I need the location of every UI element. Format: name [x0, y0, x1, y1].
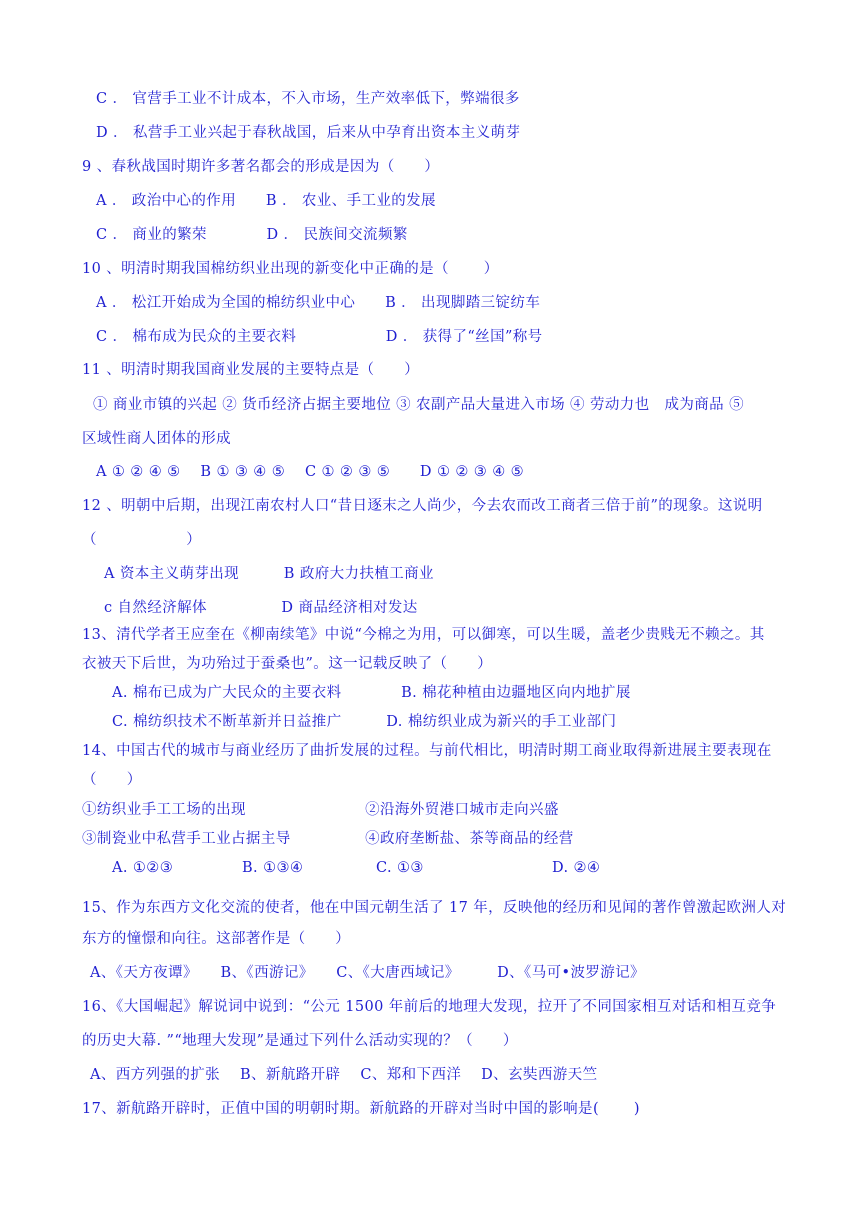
q9-options-ab: A ． 政治中心的作用 B ． 农业、手工业的发展 [96, 193, 436, 209]
q8-option-d: D ． 私营手工业兴起于春秋战国，后来从中孕育出资本主义萌芽 [96, 125, 521, 141]
q12-stem: 12 、明朝中后期，出现江南农村人口“昔日逐末之人尚少，今去农而改工商者三倍于前”的现象。这说明 [82, 498, 763, 514]
q14-items-12: ①纺织业手工工场的出现 ②沿海外贸港口城市走向兴盛 [82, 802, 559, 818]
q14-option-d: D. ②④ [552, 860, 601, 876]
q12-options-cd: c 自然经济解体 D 商品经济相对发达 [104, 600, 418, 616]
q16-stem-cont: 的历史大幕. ”“地理大发现”是通过下列什么活动实现的？（ ） [82, 1033, 518, 1049]
q10-options-ab: A ． 松江开始成为全国的棉纺织业中心 B ． 出现脚踏三锭纺车 [96, 295, 541, 311]
q11-items: ① 商业市镇的兴起 ② 货币经济占据主要地位 ③ 农副产品大量进入市场 ④ 劳动力也 成为商品 ⑤ [93, 397, 744, 413]
q14-option-b: B. ①③④ [242, 860, 304, 876]
q10-stem: 10 、明清时期我国棉纺织业出现的新变化中正确的是（ ） [82, 261, 499, 277]
q9-stem: 9 、春秋战国时期许多著名都会的形成是因为（ ） [82, 159, 440, 175]
q13-options-cd: C. 棉纺织技术不断革新并日益推广 D. 棉纺织业成为新兴的手工业部门 [112, 714, 617, 730]
q15-stem-cont: 东方的憧憬和向往。这部著作是（ ） [82, 931, 351, 947]
q13-stem: 13、清代学者王应奎在《柳南续笔》中说“今棉之为用，可以御寒，可以生暖，盖老少贵贱无不赖之。其 [82, 627, 765, 643]
q10-options-cd: C ． 棉布成为民众的主要衣料 D ． 获得了“丝国”称号 [96, 329, 543, 345]
q11-options: A ① ② ④ ⑤ B ① ③ ④ ⑤ C ① ② ③ ⑤ D ① ② ③ ④ ⑤ [96, 464, 525, 480]
q12-options-ab: A 资本主义萌芽出现 B 政府大力扶植工商业 [104, 566, 434, 582]
q11-items-cont: 区域性商人团体的形成 [82, 431, 231, 447]
q8-option-c: C ． 官营手工业不计成本，不入市场，生产效率低下，弊端很多 [96, 91, 520, 107]
q9-options-cd: C ． 商业的繁荣 D ． 民族间交流频繁 [96, 227, 408, 243]
q14-blank: （ ） [82, 772, 142, 788]
q14-items-34: ③制瓷业中私营手工业占据主导 ④政府垄断盐、茶等商品的经营 [82, 831, 574, 847]
q15-options: A、《天方夜谭》 B、《西游记》 C、《大唐西域记》 D、《马可•波罗游记》 [90, 965, 645, 981]
q16-options: A、西方列强的扩张 B、新航路开辟 C、郑和下西洋 D、玄奘西游天竺 [90, 1067, 598, 1083]
q17-stem: 17、新航路开辟时，正值中国的明朝时期。新航路的开辟对当时中国的影响是( ) [82, 1101, 640, 1117]
q16-stem: 16、《大国崛起》解说词中说到：“公元 1500 年前后的地理大发现，拉开了不同国家相互对话和相互竞争 [82, 999, 777, 1015]
q14-stem: 14、中国古代的城市与商业经历了曲折发展的过程。与前代相比，明清时期工商业取得新进展主要表现在 [82, 743, 772, 759]
q14-option-c: C. ①③ [376, 860, 424, 876]
q13-options-ab: A. 棉布已成为广大民众的主要衣料 B. 棉花种植由边疆地区向内地扩展 [112, 685, 631, 701]
q13-stem-cont: 衣被天下后世，为功殆过于蚕桑也”。这一记载反映了（ ） [82, 656, 493, 672]
q15-stem: 15、作为东西方文化交流的使者，他在中国元朝生活了 17 年，反映他的经历和见闻的著作曾激起欧洲人对 [82, 900, 787, 916]
q14-option-a: A. ①②③ [112, 860, 174, 876]
q12-blank: （ ） [82, 532, 202, 548]
q11-stem: 11 、明清时期我国商业发展的主要特点是（ ） [82, 362, 420, 378]
